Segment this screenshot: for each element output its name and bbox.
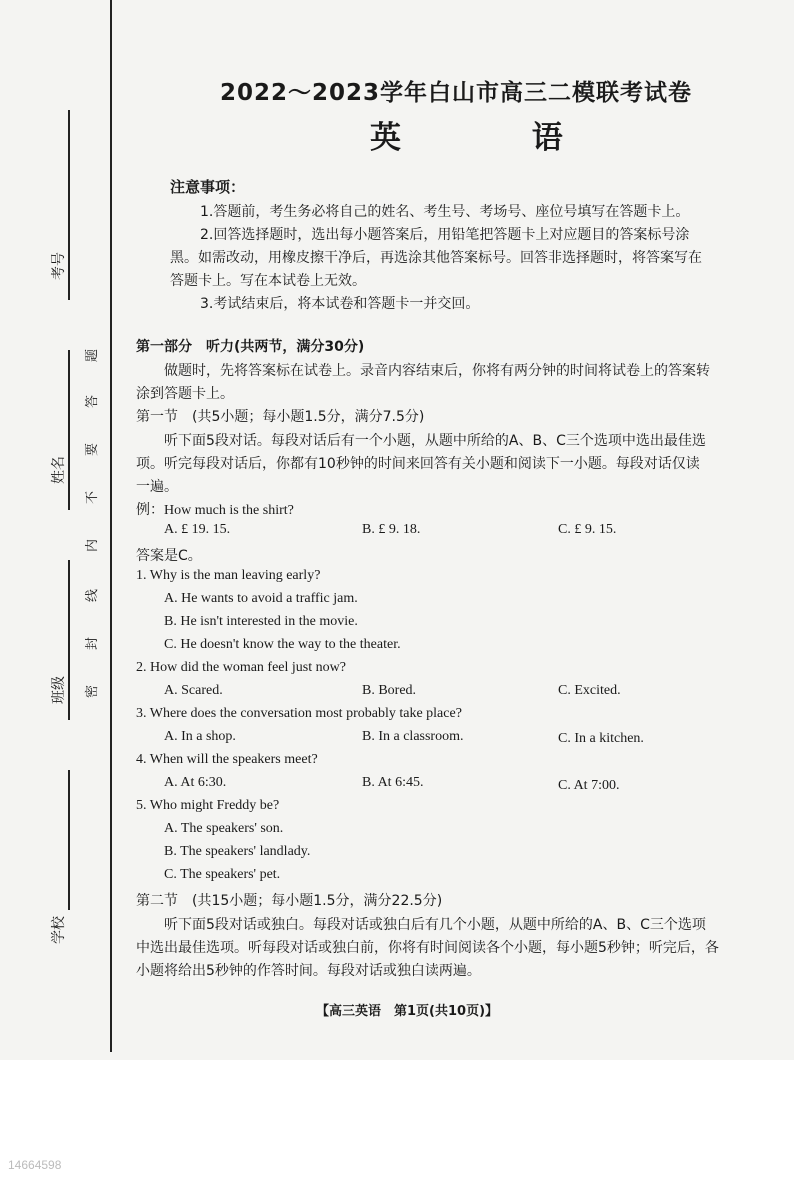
question-1-option-c: C. He doesn't know the way to the theater.	[164, 637, 401, 652]
example-option-a: A. £ 19. 15.	[164, 522, 231, 537]
subject-title: 英 语	[370, 120, 623, 156]
example-answer: 答案是C。	[136, 548, 202, 564]
seal-char: 线	[85, 588, 101, 603]
question-1: 1. Why is the man leaving early?	[136, 568, 321, 583]
seal-char: 密	[85, 684, 101, 699]
seal-char: 题	[85, 348, 101, 363]
question-3: 3. Where does the conversation most probably take place?	[136, 706, 462, 721]
question-2-option-b: B. Bored.	[362, 683, 417, 698]
question-1-option-a: A. He wants to avoid a traffic jam.	[164, 591, 358, 606]
example-question: 例：How much is the shirt?	[136, 503, 294, 518]
section1-heading: 第一节 (共5小题；每小题1.5分，满分7.5分)	[136, 409, 425, 425]
example-option-c: C. £ 9. 15.	[558, 522, 617, 537]
section1-intro-cont: 项。听完每段对话后，你都有10秒钟的时间来回答有关小题和阅读下一小题。每段对话仅读	[136, 456, 700, 472]
section2-heading: 第二节 (共15小题；每小题1.5分，满分22.5分)	[136, 893, 443, 909]
example-option-b: B. £ 9. 18.	[362, 522, 421, 537]
seal-char: 答	[85, 394, 101, 409]
section2-intro: 听下面5段对话或独白。每段对话或独白后有几个小题，从题中所给的A、B、C三个选项	[164, 917, 706, 933]
part1-intro-cont: 涂到答题卡上。	[136, 386, 234, 402]
seal-char: 内	[85, 538, 101, 553]
question-4-option-a: A. At 6:30.	[164, 775, 227, 790]
part1-heading: 第一部分 听力(共两节，满分30分)	[136, 339, 365, 355]
question-5-option-c: C. The speakers' pet.	[164, 867, 281, 882]
notice-item-2: 2.回答选择题时，选出每小题答案后，用铅笔把答题卡上对应题目的答案标号涂	[200, 227, 690, 243]
class-label: 班级	[51, 676, 67, 704]
notice-item-1: 1.答题前，考生务必将自己的姓名、考生号、考场号、座位号填写在答题卡上。	[200, 204, 690, 220]
question-4: 4. When will the speakers meet?	[136, 752, 318, 767]
seal-char: 要	[85, 442, 101, 457]
school-label: 学校	[51, 916, 67, 944]
question-3-option-c: C. In a kitchen.	[558, 731, 644, 746]
class-line	[68, 560, 70, 720]
notice-item-2-cont: 答题卡上。写在本试卷上无效。	[170, 273, 366, 289]
question-5: 5. Who might Freddy be?	[136, 798, 280, 813]
name-label: 姓名	[51, 456, 67, 484]
school-line	[68, 770, 70, 910]
notice-heading: 注意事项：	[170, 178, 246, 196]
part1-intro: 做题时，先将答案标在试卷上。录音内容结束后，你将有两分钟的时间将试卷上的答案转	[164, 363, 710, 379]
question-2-option-c: C. Excited.	[558, 683, 621, 698]
section2-intro-cont: 中选出最佳选项。听每段对话或独白前，你将有时间阅读各个小题，每小题5秒钟；听完后，各	[136, 940, 719, 956]
exam-title: 2022～2023学年白山市高三二模联考试卷	[220, 80, 693, 106]
exam-number-line	[68, 110, 70, 300]
binding-line	[110, 0, 112, 1052]
name-line	[68, 350, 70, 510]
section2-intro-cont: 小题将给出5秒钟的作答时间。每段对话或独白读两遍。	[136, 963, 481, 979]
notice-item-2-cont: 黑。如需改动，用橡皮擦干净后，再选涂其他答案标号。回答非选择题时，将答案写在	[170, 250, 702, 266]
question-3-option-a: A. In a shop.	[164, 729, 236, 744]
question-1-option-b: B. He isn't interested in the movie.	[164, 614, 358, 629]
section1-intro: 听下面5段对话。每段对话后有一个小题，从题中所给的A、B、C三个选项中选出最佳选	[164, 433, 706, 449]
question-4-option-b: B. At 6:45.	[362, 775, 424, 790]
exam-number-label: 考号	[51, 252, 67, 280]
seal-char: 不	[85, 490, 101, 505]
seal-char: 封	[85, 636, 101, 651]
question-4-option-c: C. At 7:00.	[558, 778, 620, 793]
question-3-option-b: B. In a classroom.	[362, 729, 464, 744]
page-footer: 【高三英语 第1页(共10页)】	[316, 1004, 499, 1019]
question-5-option-a: A. The speakers' son.	[164, 821, 284, 836]
section1-intro-cont: 一遍。	[136, 479, 178, 495]
question-2-option-a: A. Scared.	[164, 683, 223, 698]
image-id: 14664598	[8, 1158, 62, 1172]
question-2: 2. How did the woman feel just now?	[136, 660, 346, 675]
question-5-option-b: B. The speakers' landlady.	[164, 844, 311, 859]
notice-item-3: 3.考试结束后，将本试卷和答题卡一并交回。	[200, 296, 480, 312]
